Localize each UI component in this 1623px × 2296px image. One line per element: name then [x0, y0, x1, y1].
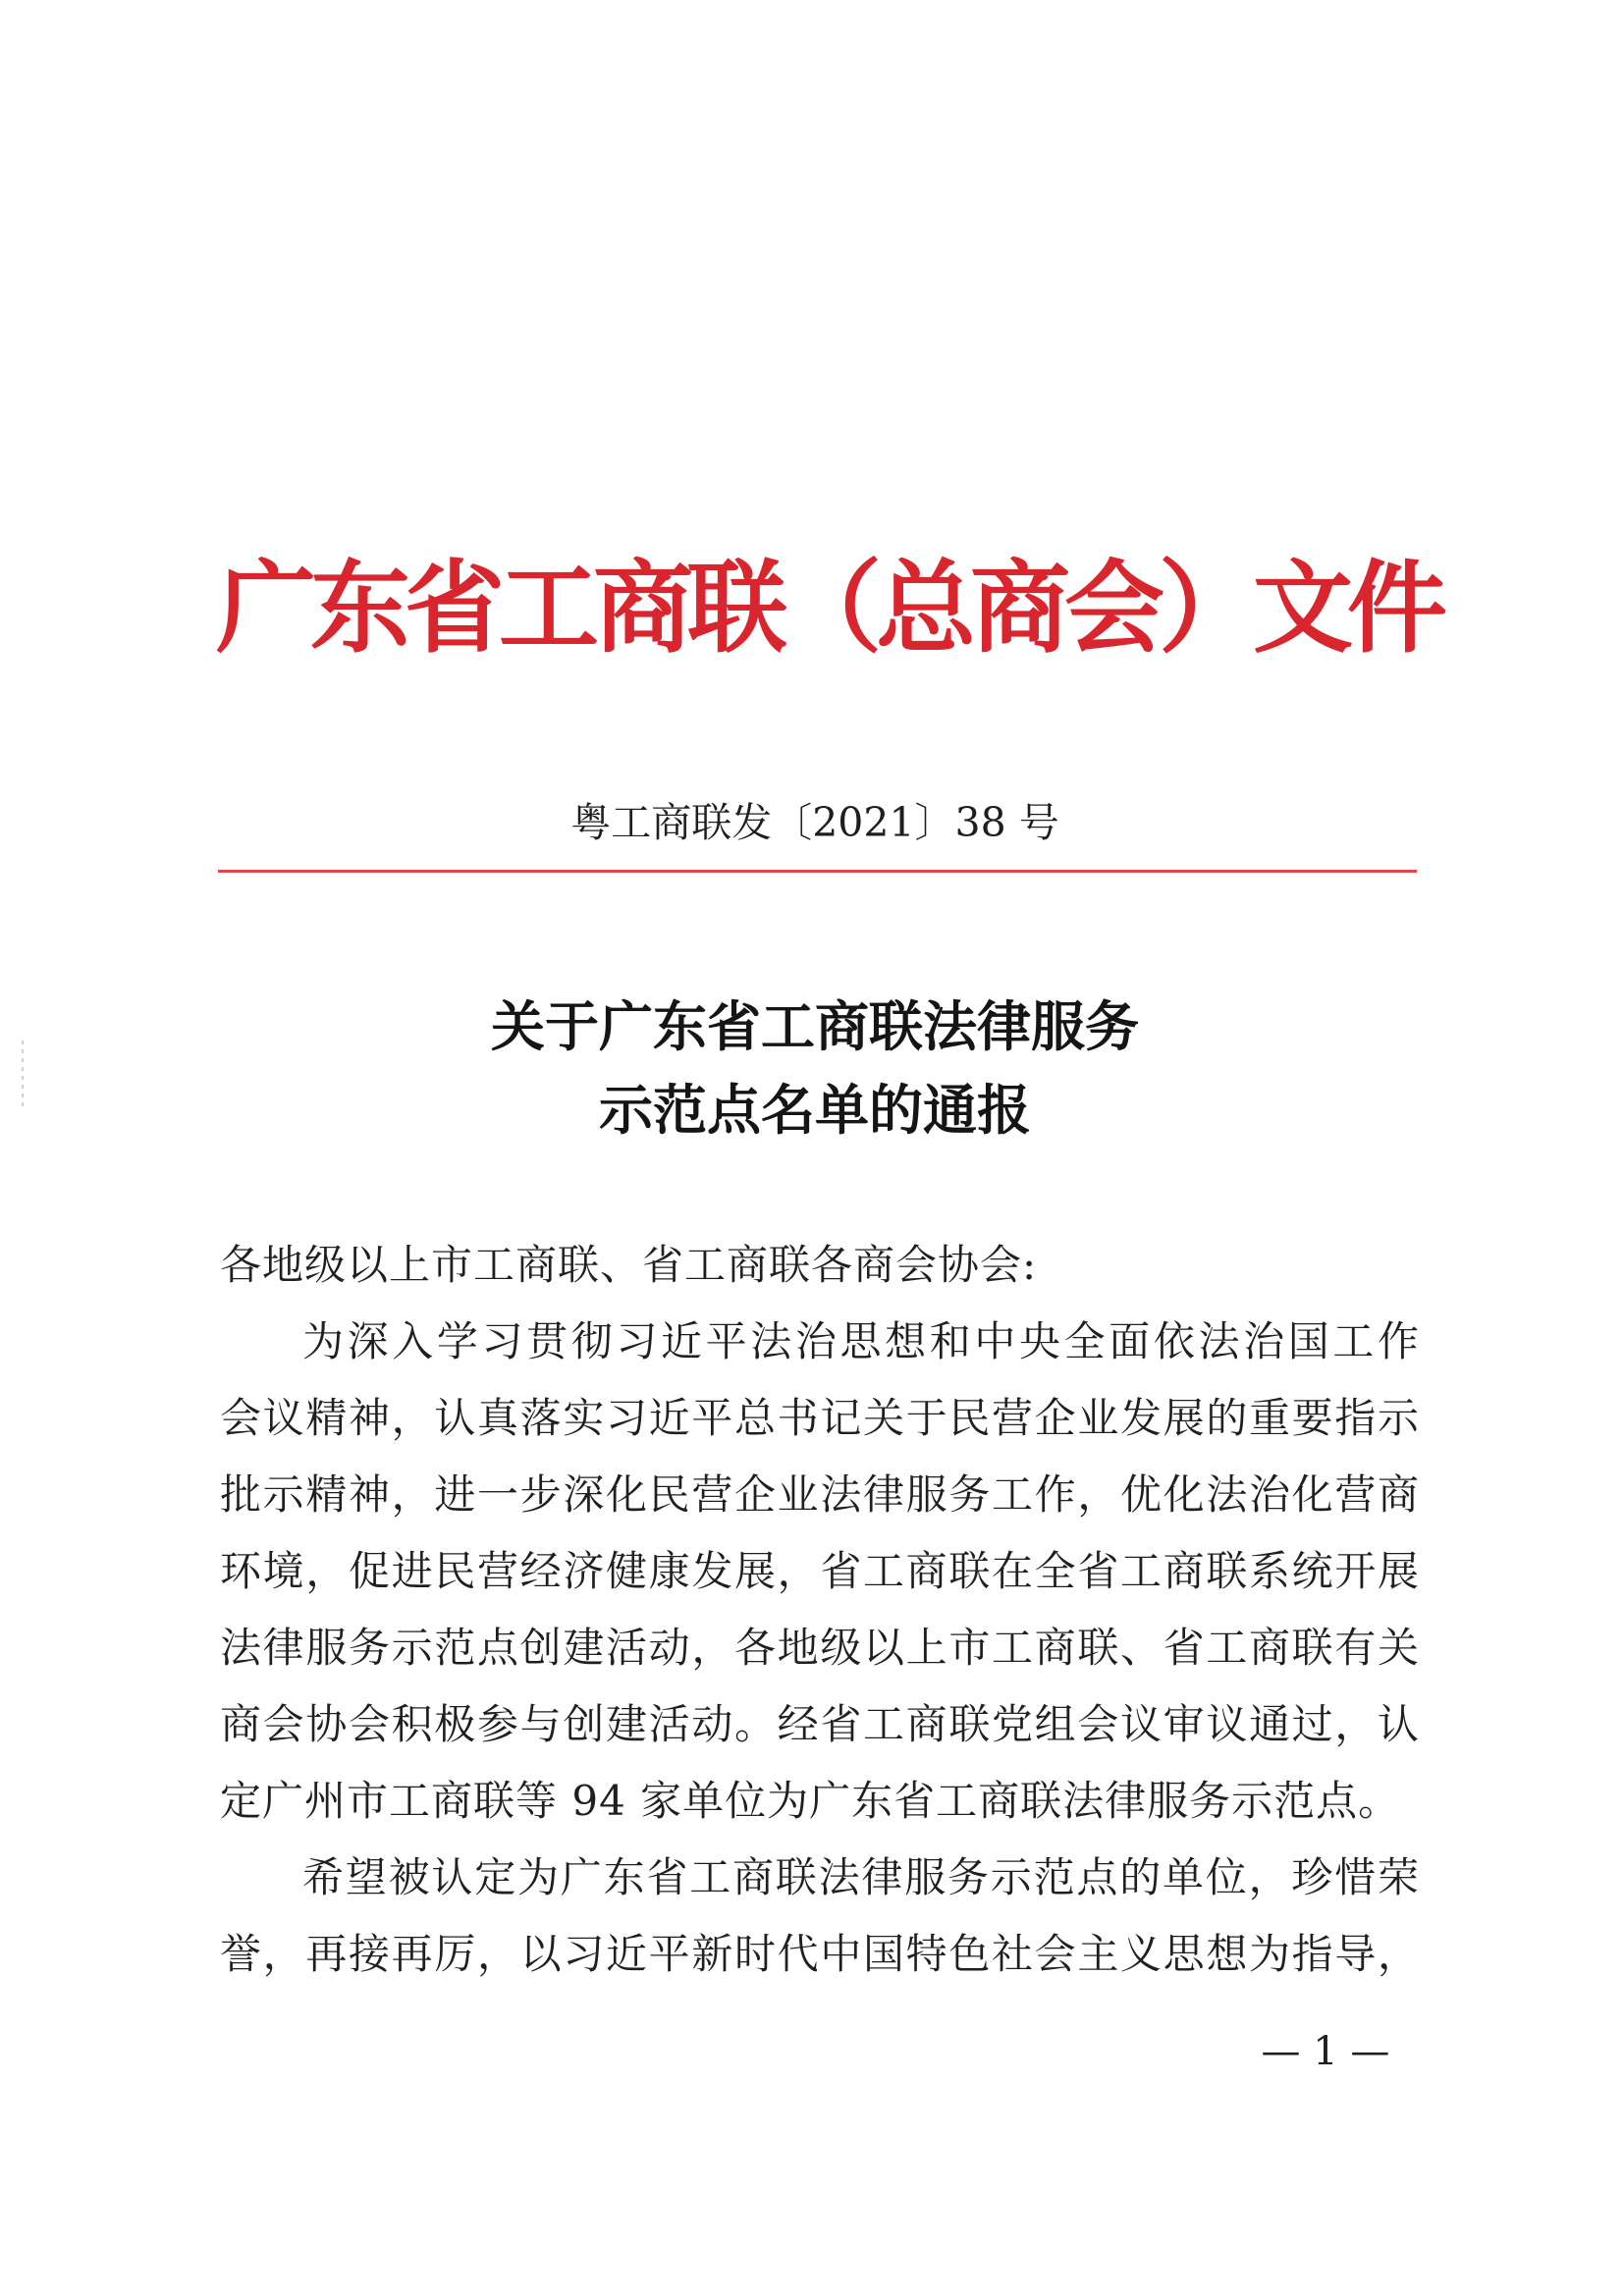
body-line: 批示精神，进一步深化民营企业法律服务工作，优化法治化营商: [220, 1470, 1420, 1519]
body-line: 法律服务示范点创建活动，各地级以上市工商联、省工商联有关: [220, 1624, 1420, 1672]
document-title: [216, 985, 1414, 1151]
title-line-2: 示范点名单的通报: [598, 1078, 1031, 1142]
page-number: — 1 —: [1261, 2029, 1390, 2074]
document-number: 粤工商联发〔2021〕38 号: [570, 799, 1059, 846]
document-body: [220, 1227, 1420, 1993]
red-divider-rule: [218, 870, 1417, 873]
masthead-title: 广东省工商联（总商会）文件: [216, 550, 1441, 667]
body-line: 定广州市工商联等 94 家单位为广东省工商联法律服务示范点。: [220, 1777, 1401, 1825]
body-line: 誉，再接再厉，以习近平新时代中国特色社会主义思想为指导，: [220, 1930, 1420, 1978]
body-line: 为深入学习贯彻习近平法治思想和中央全面依法治国工作: [302, 1317, 1420, 1365]
body-line: 希望被认定为广东省工商联法律服务示范点的单位，珍惜荣: [302, 1853, 1420, 1901]
salutation: 各地级以上市工商联、省工商联各商会协会:: [220, 1241, 1038, 1289]
body-line: 会议精神，认真落实习近平总书记关于民营企业发展的重要指示: [220, 1394, 1420, 1442]
body-line: 环境，促进民营经济健康发展，省工商联在全省工商联系统开展: [220, 1547, 1420, 1595]
scan-artifact: [22, 1041, 24, 1109]
title-line-1: 关于广东省工商联法律服务: [490, 994, 1139, 1058]
body-line: 商会协会积极参与创建活动。经省工商联党组会议审议通过，认: [220, 1700, 1420, 1748]
